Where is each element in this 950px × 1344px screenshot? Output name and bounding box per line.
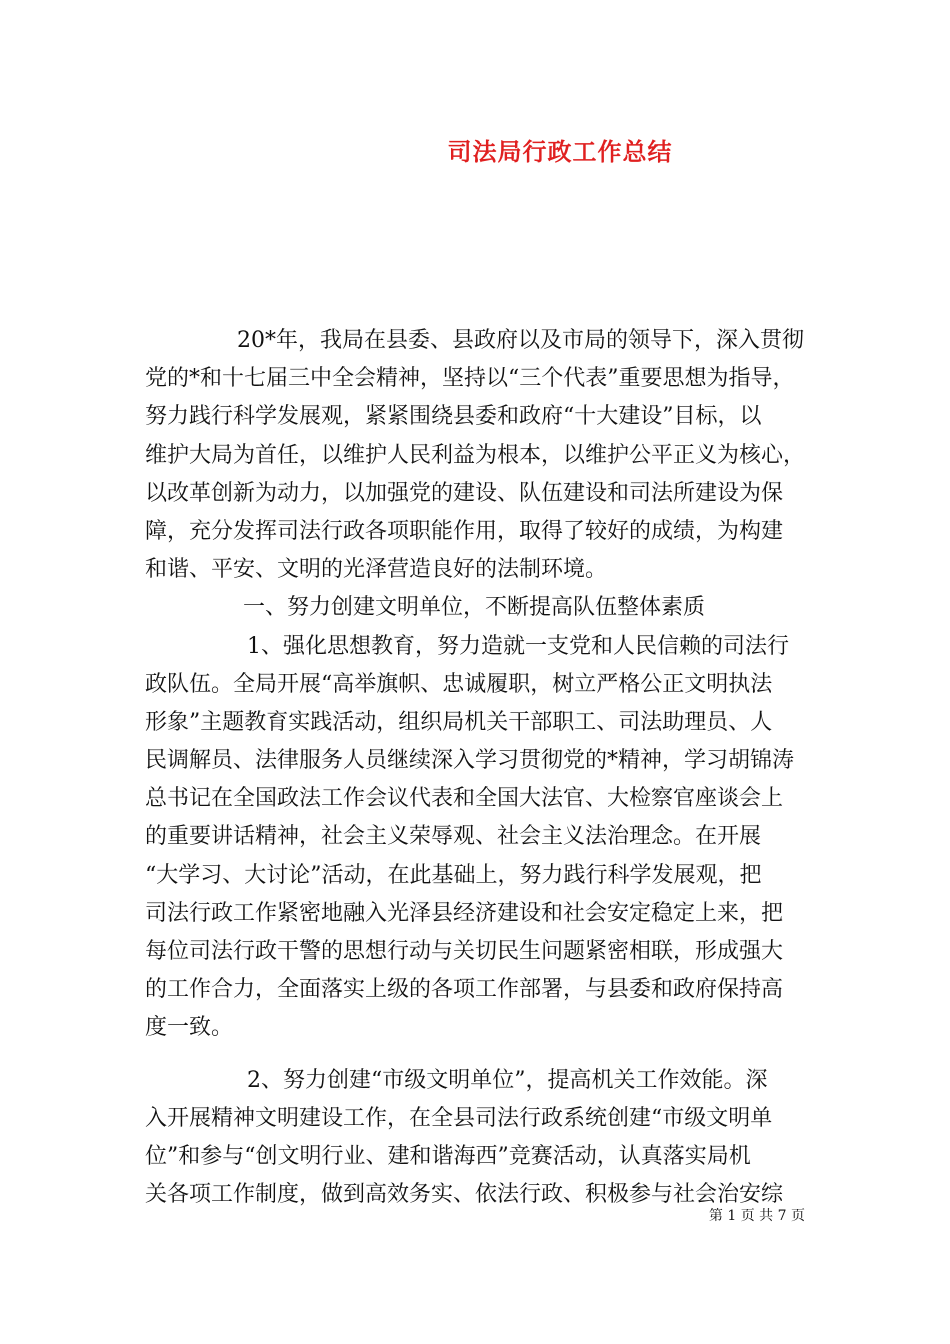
paragraph-line: 努力践行科学发展观，紧紧围绕县委和政府“十大建设”目标，以 — [145, 404, 762, 430]
paragraph-line: 政队伍。全局开展“高举旗帜、忠诚履职，树立严格公正文明执法 — [145, 671, 773, 697]
paragraph-line: 度一致。 — [145, 1015, 234, 1041]
paragraph-line: 每位司法行政干警的思想行动与关切民生问题紧密相联，形成强大 — [145, 939, 784, 964]
paragraph-line: 1、强化思想教育，努力造就一支党和人民信赖的司法行 — [247, 633, 789, 659]
paragraph-line: 2、努力创建“市级文明单位”，提高机关工作效能。深 — [247, 1067, 768, 1093]
paragraph-line: 关各项工作制度，做到高效务实、依法行政、积极参与社会治安综 — [145, 1182, 784, 1208]
paragraph-gap — [145, 1048, 810, 1062]
paragraph-line: 障，充分发挥司法行政各项职能作用，取得了较好的成绩，为构建 — [145, 518, 784, 544]
page-number-footer: 第 1 页 共 7 页 — [708, 1208, 805, 1224]
paragraph-line: 20*年，我局在县委、县政府以及市局的领导下，深入贯彻 — [237, 328, 804, 353]
paragraph-line: 维护大局为首任，以维护人民利益为根本，以维护公平正义为核心， — [145, 442, 806, 468]
paragraph-line: 形象”主题教育实践活动，组织局机关干部职工、司法助理员、人 — [145, 709, 773, 735]
paragraph-line: “大学习、大讨论”活动，在此基础上，努力践行科学发展观，把 — [145, 862, 762, 888]
document-title: 司法局行政工作总结 — [447, 138, 673, 166]
section-heading: 一、努力创建文明单位，不断提高队伍整体素质 — [243, 595, 706, 621]
paragraph-line: 入开展精神文明建设工作，在全县司法行政系统创建“市级文明单 — [145, 1105, 773, 1131]
paragraph-line: 以改革创新为动力，以加强党的建设、队伍建设和司法所建设为保 — [145, 480, 784, 506]
paragraph-line: 的重要讲话精神，社会主义荣辱观、社会主义法治理念。在开展 — [145, 824, 762, 850]
paragraph-line: 总书记在全国政法工作会议代表和全国大法官、大检察官座谈会上 — [145, 786, 784, 812]
paragraph-line: 和谐、平安、文明的光泽营造良好的法制环境。 — [145, 557, 608, 583]
paragraph-line: 的工作合力，全面落实上级的各项工作部署，与县委和政府保持高 — [145, 977, 784, 1003]
paragraph-line: 司法行政工作紧密地融入光泽县经济建设和社会安定稳定上来，把 — [145, 900, 784, 926]
document-body — [145, 322, 810, 1214]
paragraph-line: 民调解员、法律服务人员继续深入学习贯彻党的*精神，学习胡锦涛 — [145, 748, 795, 774]
paragraph-line: 党的*和十七届三中全会精神，坚持以“三个代表”重要思想为指导， — [145, 366, 795, 392]
paragraph-line: 位”和参与“创文明行业、建和谐海西”竞赛活动，认真落实局机 — [145, 1143, 751, 1169]
